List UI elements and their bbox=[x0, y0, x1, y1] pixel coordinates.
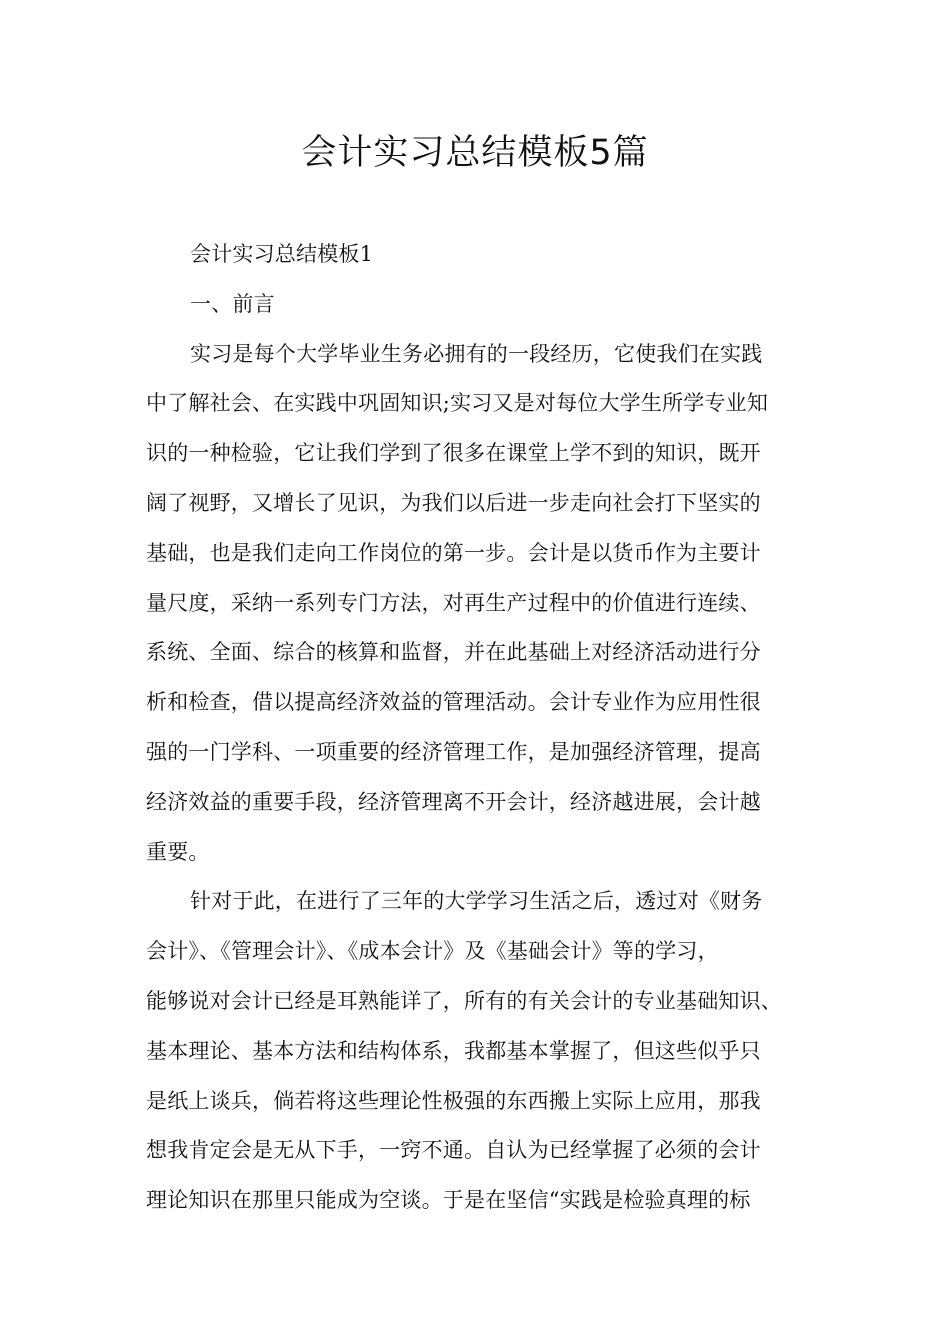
text-line: 是纸上谈兵，倘若将这些理论性极强的东西搬上实际上应用，那我 bbox=[146, 1088, 761, 1113]
text-line: 理论知识在那里只能成为空谈。于是在坚信“实践是检验真理的标 bbox=[146, 1188, 751, 1213]
text-line: 能够说对会计已经是耳熟能详了，所有的有关会计的专业基础知识、 bbox=[146, 988, 782, 1013]
document-body bbox=[146, 230, 806, 1226]
text-line: 阔了视野，又增长了见识，为我们以后进一步走向社会打下坚实的 bbox=[146, 490, 761, 515]
text-line: 会计实习总结模板1 bbox=[190, 242, 374, 266]
text-line: 基本理论、基本方法和结构体系，我都基本掌握了，但这些似乎只 bbox=[146, 1038, 761, 1063]
text-line: 会计》、《管理会计》、《成本会计》及《基础会计》等的学习， bbox=[146, 939, 719, 964]
text-line: 中了解社会、在实践中巩固知识;实习又是对每位大学生所学专业知 bbox=[146, 391, 769, 416]
text-line: 经济效益的重要手段，经济管理离不开会计，经济越进展，会计越 bbox=[146, 789, 761, 814]
text-line: 重要。 bbox=[146, 839, 210, 864]
text-line: 强的一门学科、一项重要的经济管理工作，是加强经济管理，提高 bbox=[146, 739, 761, 764]
text-line: 一、前言 bbox=[190, 291, 275, 316]
text-line: 实习是每个大学毕业生务必拥有的一段经历，它使我们在实践 bbox=[190, 341, 763, 366]
text-line: 识的一种检验，它让我们学到了很多在课堂上学不到的知识，既开 bbox=[146, 441, 761, 466]
text-line: 基础，也是我们走向工作岗位的第一步。会计是以货币作为主要计 bbox=[146, 540, 761, 565]
text-line: 析和检查，借以提高经济效益的管理活动。会计专业作为应用性很 bbox=[146, 690, 761, 715]
document-title: 会计实习总结模板5篇 bbox=[301, 133, 649, 173]
text-line: 想我肯定会是无从下手，一窍不通。自认为已经掌握了必须的会计 bbox=[146, 1138, 761, 1163]
text-line: 系统、全面、综合的核算和监督，并在此基础上对经济活动进行分 bbox=[146, 640, 761, 665]
text-line: 针对于此，在进行了三年的大学学习生活之后，透过对《财务 bbox=[190, 889, 763, 914]
text-line: 量尺度，采纳一系列专门方法，对再生产过程中的价值进行连续、 bbox=[146, 590, 761, 615]
